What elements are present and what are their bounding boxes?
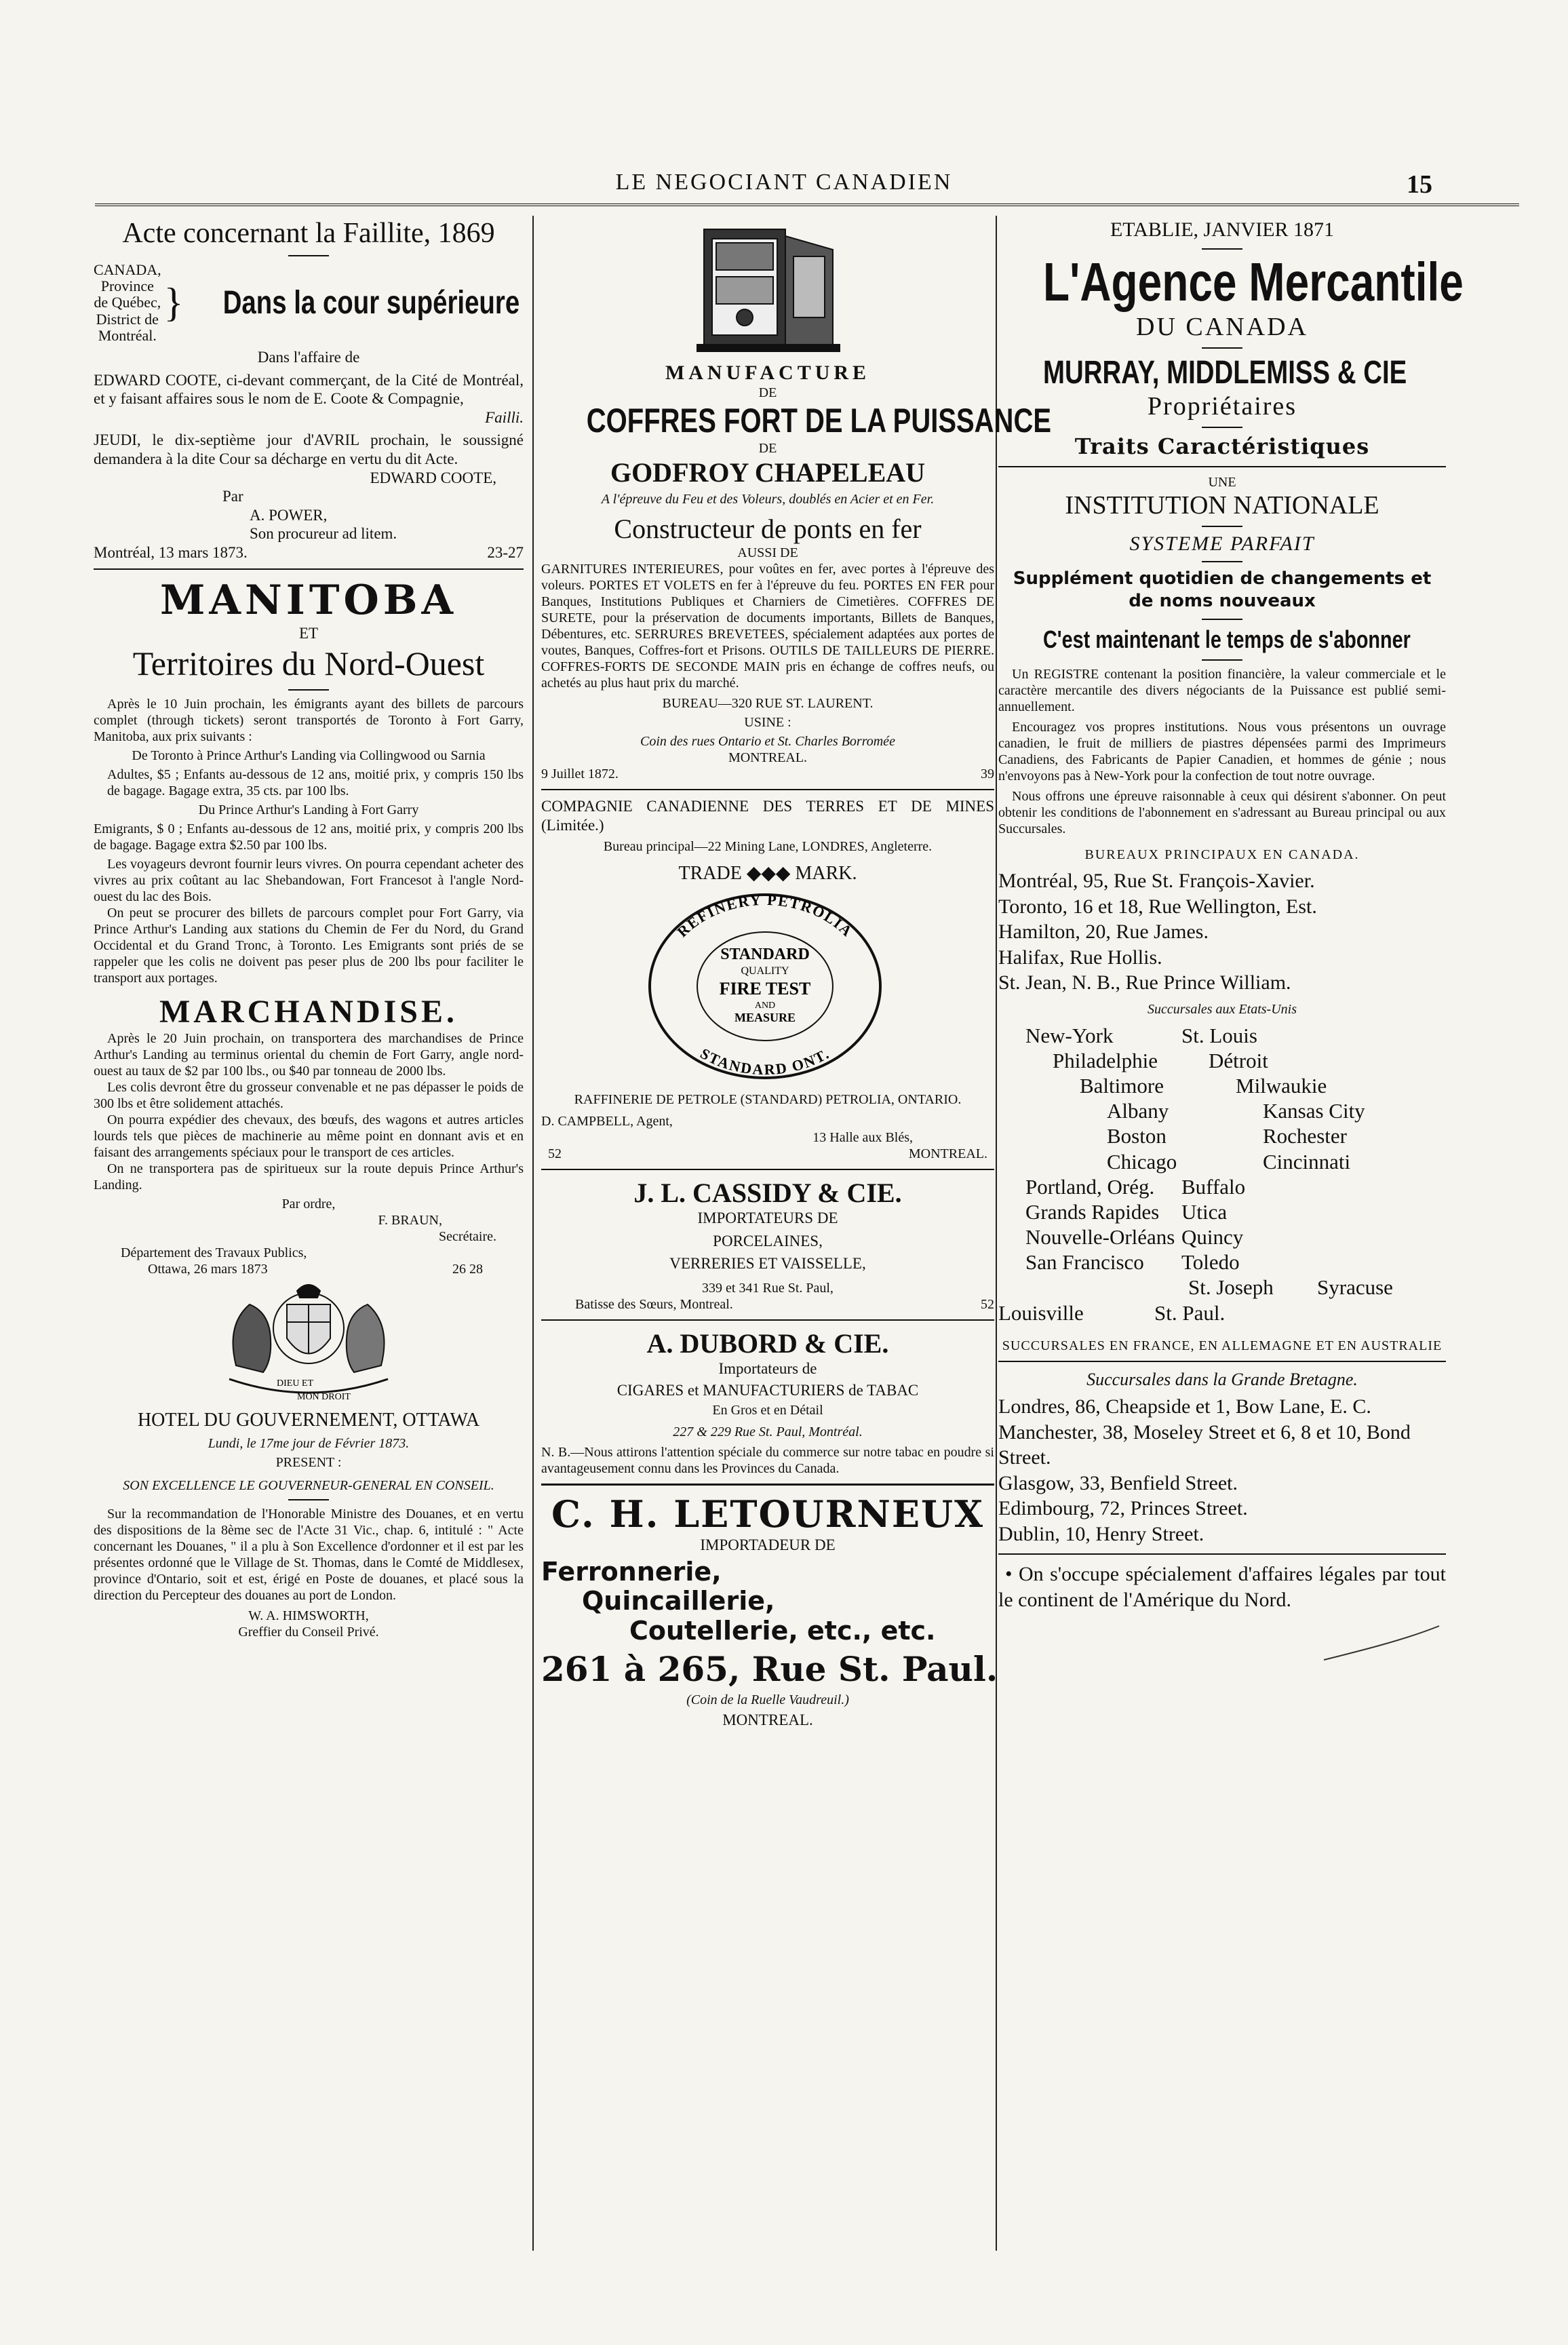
succ-us-heading: Succursales aux Etats-Unis [1148,1001,1297,1017]
divider [288,255,329,256]
province-label: Province de Québec, [94,277,161,311]
page-number: 15 [1407,170,1432,199]
cassidy-building-row [541,1296,994,1313]
letourneux-address: 261 à 265, Rue St. Paul. [541,1648,998,1689]
seal-inner-4: AND [754,1001,776,1011]
hotel-heading: HOTEL DU GOUVERNEMENT, OTTAWA [137,1410,480,1431]
bureau-principal: Bureau principal—22 Mining Lane, LONDRES, Angleterre. [603,839,933,855]
godfroy-heading: GODFROY CHAPELEAU [610,457,926,488]
office-item: Toronto, 16 et 18, Rue Wellington, Est. [998,895,1317,918]
succ-france-heading: SUCCURSALES EN FRANCE, EN ALLEMAGNE ET EN AUSTRALIE [1002,1338,1443,1353]
trade-diamond-icon: ◆◆◆ [746,863,796,885]
city-name: Cincinnati [1263,1149,1351,1174]
present-label: PRESENT : [275,1455,342,1471]
city-row [998,1300,1446,1325]
murray-heading: MURRAY, MIDDLEMISS & CIE [1043,354,1407,391]
divider [1202,347,1242,349]
systeme-label: SYSTEME PARFAIT [1129,532,1315,555]
city-name: Rochester [1263,1124,1347,1148]
city-name: Milwaukie [1236,1073,1327,1098]
order-date-row [94,1261,524,1277]
excellence-label: SON EXCELLENCE LE GOUVERNEUR-GENERAL EN CONSEIL. [123,1478,494,1494]
marchandise-p3: On pourra expédier des chevaux, des bœufs, des wagons et autres articles lourds tels que pièces de machinerie au même point en donnant avis et en faisant des arrangements spéciaux pour le transport de ces articles. [94,1112,524,1161]
dubord-nb: N. B.—Nous attirons l'attention spéciale du commerce sur notre tabac en poudre si avantageusement connu dans les Provinces du Canada. [541,1445,994,1477]
city-name: Albany [1107,1099,1169,1123]
district-label: District de Montréal. [96,310,159,344]
bureau-address: BUREAU—320 RUE ST. LAURENT. [662,696,874,711]
city-name: New-York [1025,1023,1114,1047]
divider [1202,619,1242,620]
divider [541,1319,994,1321]
campbell-address: 13 Halle aux Blés, [812,1130,913,1146]
divider [1202,526,1242,527]
divider [541,1169,994,1170]
city-name: Quincy [1181,1225,1244,1249]
city-row [998,1123,1446,1148]
letourneux-heading: C. H. LETOURNEUX [551,1492,985,1536]
manitoba-p4: Du Prince Arthur's Landing à Fort Garry [198,802,419,818]
city-name: Utica [1181,1199,1228,1224]
letourneux-city: MONTREAL. [722,1711,813,1728]
hotel-date: Lundi, le 17me jour de Février 1873. [208,1436,410,1452]
affair-label: Dans l'affaire de [257,348,360,366]
gb-office-item: Manchester, 38, Moseley Street et 6, 8 et 10, Bond Street. [998,1420,1411,1469]
order-role: Secrétaire. [439,1229,496,1245]
divider [288,689,329,691]
city-name: Buffalo [1181,1174,1246,1199]
pen-stroke-icon [998,1612,1446,1667]
royal-arms-icon [94,1277,524,1406]
order-label: Par ordre, [281,1197,336,1212]
column-divider-2 [996,216,997,2251]
signature-power: A. POWER, [250,506,328,524]
dubord-importateurs: Importateurs de [718,1359,817,1377]
marchandise-p4: On ne transportera pas de spiritueux sur la route depuis Prince Arthur's Landing. [94,1161,524,1193]
city-row [998,1048,1446,1073]
city-row [998,1149,1446,1174]
divider [541,789,994,790]
order-signature: F. BRAUN, [378,1213,442,1228]
office-item: Halifax, Rue Hollis. [998,946,1162,969]
gb-office-item: Edimbourg, 72, Princes Street. [998,1497,1248,1520]
quincaillerie-label: Quincaillerie, [582,1586,775,1616]
marchandise-p1: Après le 20 Juin prochain, on transportera des marchandises de Prince Arthur's Landing au terminus oriental du chemin de Fort Garry, angle nord-ouest au taux de $2 par 100 lbs., ou $40 par tonneau de 2000 lbs. [94,1031,524,1079]
office-item: Montréal, 95, Rue St. François-Xavier. [998,870,1315,893]
city-name: Toledo [1181,1250,1240,1275]
signature-role: Son procureur ad litem. [250,525,397,543]
divider [288,1499,329,1500]
city-name: Nouvelle-Orléans [1025,1225,1175,1249]
office-item: St. Jean, N. B., Rue Prince William. [998,971,1291,994]
cassidy-heading: J. L. CASSIDY & CIE. [633,1178,902,1209]
city-name: Syracuse [1317,1275,1393,1300]
coffres-heading: COFFRES FORT DE LA PUISSANCE [586,402,1052,440]
city-name: Louisville [998,1300,1084,1325]
newspaper-title: LE NEGOCIANT CANADIEN [615,170,953,195]
divider [1202,561,1242,562]
brace: } [163,280,184,326]
marchandise-heading: MARCHANDISE. [159,994,458,1030]
svg-text:STANDARD ONT. [697,1045,832,1078]
usine-date-row [541,766,994,782]
divider [1202,659,1242,661]
campbell-ref: 52 [548,1146,562,1162]
cassidy-importateurs: IMPORTATEURS DE [697,1209,838,1227]
city-row [998,1098,1446,1123]
gb-office-item: Dublin, 10, Henry Street. [998,1522,1204,1545]
city-row [998,1073,1446,1098]
city-name: St. Joseph [1188,1275,1274,1300]
de-label: DE [758,385,777,400]
abonner-heading: C'est maintenant le temps de s'abonner [1043,625,1411,654]
column-divider-1 [532,216,534,2251]
footnote: • On s'occupe spécialement d'affaires légales par tout le continent de l'Amérique du Nord. [998,1563,1446,1611]
manitoba-heading: MANITOBA [159,577,458,625]
succ-gb-heading: Succursales dans la Grande Bretagne. [1086,1369,1358,1389]
trade-mark-line [541,861,994,885]
department: Département des Travaux Publics, [121,1245,307,1261]
constructeur-heading: Constructeur de ponts en fer [614,513,922,544]
manitoba-p5: Emigrants, $ 0 ; Enfants au-dessous de 12 ans, moitié prix, y compris 200 lbs de bagage. Bagage extra $2.50 par 100 lbs. [94,821,524,853]
hotel-text: Sur la recommandation de l'Honorable Ministre des Douanes, et en vertu des dispositions de la 8ème sec de l'Acte 31 Vic., chap. 6, intitulé : " Acte concernant les Douanes, " il a plu à Son Excellence d'ordonner et il est par les présentes ordonné que le Village de St. Thomas, dans le Comté de Middlesex, province d'Ontario, soit et est, érigé en Poste de douanes, et placé sous la direction du Percepteur des douanes au port de London. [94,1507,524,1604]
epreuve-offer-text: Nous offrons une épreuve raisonnable à ceux qui désirent s'abonner. On peut obtenir les conditions de l'abonnement en s'adressant au Bureau principal ou aux Succursales. [998,789,1446,837]
usine-city: MONTREAL. [728,750,808,765]
usine-ref: 39 [981,767,994,781]
dubord-cigares: CIGARES et MANUFACTURIERS de TABAC [616,1381,919,1399]
agence-heading: L'Agence Mercantile [1043,251,1464,312]
ferronnerie-label: Ferronnerie, [541,1556,722,1587]
territoires-heading: Territoires du Nord-Ouest [132,644,485,683]
manitoba-p1: Après le 10 Juin prochain, les émigrants ayant des billets de parcours complet (through tickets) seront transportés de Toronto à Fort Garry, Manitoba, aux prix suivants : [94,697,524,745]
et-label: ET [298,625,319,642]
seal-inner-2: QUALITY [741,965,789,977]
seal-inner-3: FIRE TEST [719,979,811,999]
cassidy-address: 339 et 341 Rue St. Paul, [702,1280,834,1296]
office-item: Hamilton, 20, Rue James. [998,920,1209,944]
gb-office-item: Glasgow, 33, Benfield Street. [998,1471,1238,1494]
coutellerie-label: Coutellerie, etc., etc. [629,1616,936,1646]
manufacture-heading: MANUFACTURE [665,362,871,384]
divider [998,1553,1446,1555]
divider [541,1484,994,1486]
court-name: Dans la cour supérieure [223,284,520,321]
order-ref: 26 28 [452,1262,483,1277]
institution-heading: INSTITUTION NATIONALE [1065,490,1379,520]
une-label: UNE [1208,474,1236,490]
etablie-label: ETABLIE, JANVIER 1871 [1110,218,1335,241]
signature-name: EDWARD COOTE, [370,469,496,486]
de-label-2: DE [758,441,777,456]
edward-text: EDWARD COOTE, ci-devant commerçant, de la Cité de Montréal, et y faisant affaires sous le nom de E. Coote & Compagnie, [94,371,524,408]
usine-address: Coin des rues Ontario et St. Charles Borromée [640,734,895,749]
signature-par: Par [222,488,243,505]
dubord-gros: En Gros et en Détail [712,1403,823,1418]
city-name: Baltimore [1080,1073,1164,1098]
city-row [998,1199,1446,1224]
city-name: San Francisco [1025,1250,1144,1275]
signature-date: Montréal, 13 mars 1873. [94,543,248,561]
jurisdiction [94,262,161,344]
proprietaires-label: Propriétaires [1147,391,1297,421]
city-name: Boston [1107,1124,1167,1148]
svg-text:REFINERY PETROLIA [673,891,857,940]
cassidy-ref: 52 [981,1296,994,1312]
failli-label: Failli. [485,408,524,426]
campbell-agent: D. CAMPBELL, Agent, [541,1114,673,1129]
offices-list [998,868,1446,996]
jeudi-text: JEUDI, le dix-septième jour d'AVRIL prochain, le soussigné demandera à la dite Cour sa décharge en vertu du dit Acte. [94,431,524,467]
campbell-row [541,1146,994,1162]
du-canada-label: DU CANADA [1136,312,1308,341]
usine-label: USINE : [744,715,791,730]
gb-office-item: Londres, 86, Cheapside et 1, Bow Lane, E. C. [998,1395,1371,1418]
divider [94,568,524,570]
cassidy-building: Batisse des Sœurs, Montreal. [575,1296,733,1312]
city-name: St. Louis [1181,1023,1257,1047]
dubord-heading: A. DUBORD & CIE. [646,1327,889,1359]
act-title: Acte concernant la Faillite, 1869 [122,218,495,249]
gb-offices-list [998,1394,1446,1547]
campbell-city: MONTREAL. [908,1146,987,1162]
seal-inner-5: MEASURE [734,1011,796,1025]
order-date: Ottawa, 26 mars 1873 [148,1262,268,1277]
divider [998,1361,1446,1362]
registre-text: Un REGISTRE contenant la position financière, la valeur commerciale et le caractère mercantile des divers négociants de la Puissance est publié semi-annuellement. [998,667,1446,715]
mark-label: MARK. [795,863,857,885]
manitoba-p6: Les voyageurs devront fournir leurs vivres. On pourra cependant acheter des vivres au prix coûtant au lac Shebandowan, Fort Francesot à l'angle Nord-ouest du lac des Bois. [94,857,524,905]
marchandise-p2: Les colis devront être du grosseur convenable et ne pas dépasser le poids de 300 lbs et être solidement attachés. [94,1080,524,1112]
manitoba-p7: On peut se procurer des billets de parcours complet pour Fort Garry, via Prince Arthur's Landing aux stations du Chemin de Fer du Nord, du Grand Occidental et du Grand Tronc, à Toronto. Les Emigrants sont priés de se rappeler que les colis ne doivent pas peser plus de 200 lbs pour faciliter le transport aux portages. [94,906,524,986]
traits-heading: Traits Caractéristiques [1074,433,1370,459]
letourneux-corner: (Coin de la Ruelle Vaudreuil.) [686,1692,849,1707]
standard-refinery-seal-icon [541,885,994,1088]
hotel-signature: W. A. HIMSWORTH, [248,1608,369,1624]
us-cities-list [998,1023,1446,1325]
city-name: Portland, Orég. [1025,1174,1155,1199]
seal-outer-bottom: STANDARD ONT. [697,1045,833,1079]
seal-inner-1: STANDARD [720,946,810,964]
seal-outer-top: REFINERY PETROLIA [673,891,857,941]
city-name: Chicago [1107,1149,1177,1174]
city-row [998,1275,1446,1300]
epreuve-text: A l'épreuve du Feu et des Voleurs, doublés en Acier et en Fer. [601,492,935,507]
arms-motto-right: MON DROIT [297,1392,351,1403]
letourneux-importadeur: IMPORTADEUR DE [700,1536,836,1554]
arms-motto-left: DIEU ET [277,1378,314,1389]
manitoba-p3: Adultes, $5 ; Enfants au-dessous de 12 ans, moitié prix, y compris 150 lbs de bagage. Bagage extra, 35 cts. par 100 lbs. [107,767,524,799]
city-name: St. Paul. [1154,1300,1226,1325]
trade-label: TRADE [678,863,742,885]
hotel-role: Greffier du Conseil Privé. [238,1625,379,1640]
court-header [94,262,524,344]
city-name: Kansas City [1263,1099,1365,1123]
signature-date-row [94,543,524,562]
safe-icon [541,216,994,358]
city-row [998,1023,1446,1048]
cassidy-porcelaines: PORCELAINES, [713,1232,823,1249]
divider [1202,427,1242,428]
divider [998,466,1446,467]
aussi-label: AUSSI DE [737,545,798,560]
usine-date: 9 Juillet 1872. [541,767,619,781]
product-list: GARNITURES INTERIEURES, pour voûtes en fer, avec portes à l'épreuve des voleurs. PORTES ET VOLETS en fer à l'épreuve du feu. PORTES EN FER pour Banques, Institutions Publiques et Charniers de Cimetières. COFFRES DE SURETE, pour la préservation de documents importants, Billets de Banques, Débentures, etc. SERRURES BREVETEES, spécialement adaptées aux portes de voutes, Banques, Coffres-fort et Prisons. OUTILS DE TAILLEURS DE PIERRE. COFFRES-FORTS DE SECONDE MAIN pris en échange de coffres neufs, ou achetés au plus haut prix du marché. [541,562,994,691]
city-row [998,1249,1446,1275]
canada-label: CANADA, [94,261,161,278]
signature-ref: 23-27 [487,543,524,561]
page-header [0,170,1568,197]
city-name: Philadelphie [1053,1048,1158,1072]
top-rule [95,204,1519,206]
city-name: Détroit [1209,1048,1268,1072]
divider [1202,248,1242,250]
column-3 [998,216,1464,2264]
bureaux-heading: BUREAUX PRINCIPAUX EN CANADA. [1084,847,1360,863]
raffinerie-text: RAFFINERIE DE PETROLE (STANDARD) PETROLIA, ONTARIO. [574,1092,962,1108]
encouragez-text: Encouragez vos propres institutions. Nous vous présentons un ouvrage canadien, le fruit de milliers de piastres dépensées parmi des Imprimeurs Canadiens, des Fabricants de Papier Canadien, et hommes de génie ; nous n'envoyons pas à New-York pour la confection de tout notre ouvrage. [998,720,1446,784]
cassidy-verreries: VERRERIES ET VAISSELLE, [669,1255,866,1273]
dubord-address: 227 & 229 Rue St. Paul, Montréal. [673,1425,863,1440]
city-name: Grands Rapides [1025,1199,1160,1224]
city-row [998,1224,1446,1249]
supplement-text: Supplément quotidien de changements et de noms nouveaux [1013,568,1432,612]
city-row [998,1174,1446,1199]
manitoba-p2: De Toronto à Prince Arthur's Landing via Collingwood ou Sarnia [132,748,486,764]
compagnie-heading: COMPAGNIE CANADIENNE DES TERRES ET DE MINES (Limitée.) [541,798,994,834]
column-1 [94,216,524,2264]
